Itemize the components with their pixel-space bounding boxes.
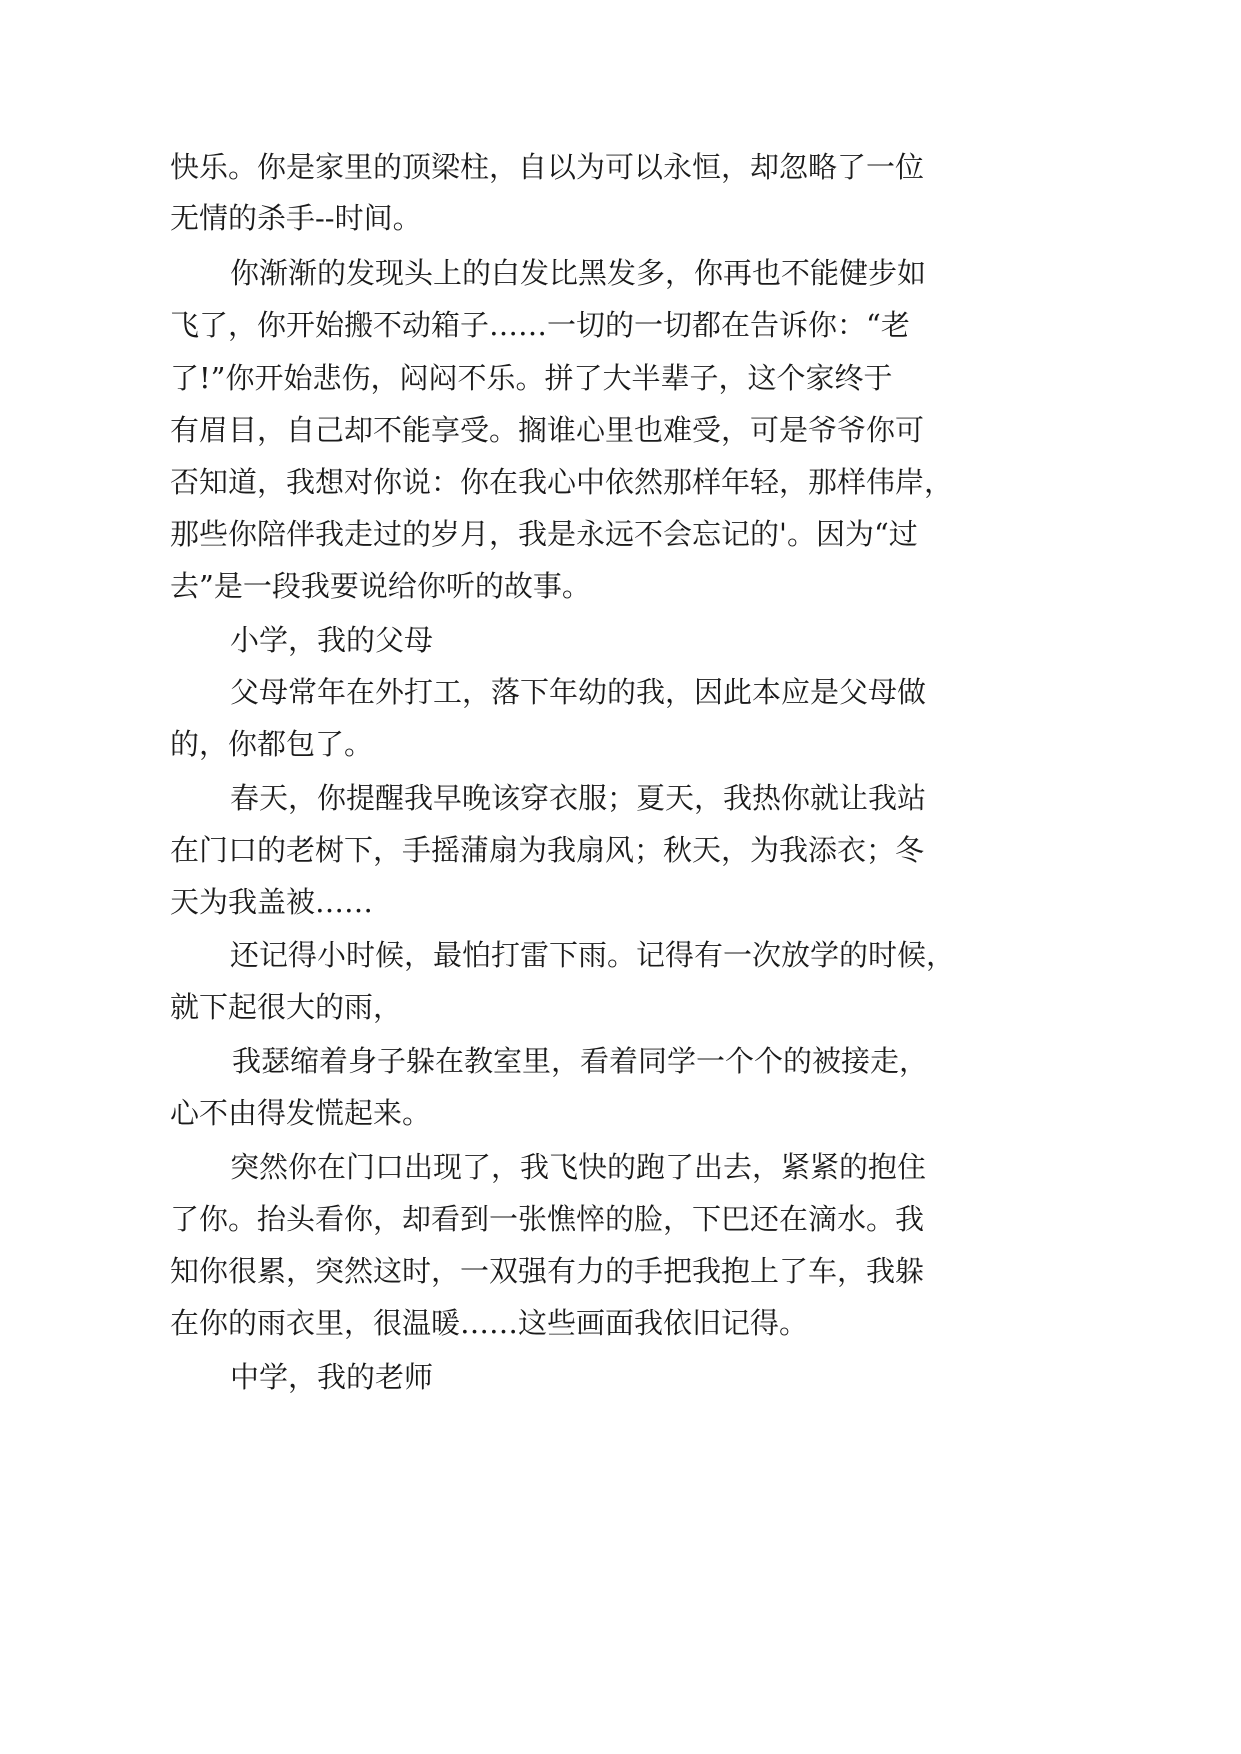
- text-line: 在你的雨衣里，很温暖……这些画面我依旧记得。: [170, 1306, 809, 1340]
- text-line: 你渐渐的发现头上的白发比黑发多，你再也不能健步如: [230, 256, 927, 290]
- text-line: 那些你陪伴我走过的岁月，我是永远不会忘记的'。因为“过: [170, 517, 918, 551]
- text-line: 的，你都包了。: [170, 727, 374, 761]
- text-line: 无情的杀手--时间。: [170, 201, 422, 235]
- text-line: 了!”你开始悲伤，闷闷不乐。拼了大半辈子，这个家终于: [170, 361, 893, 395]
- text-line: 就下起很大的雨，: [170, 990, 403, 1024]
- text-line: 飞了，你开始搬不动箱子……一切的一切都在告诉你：“老: [170, 308, 910, 342]
- text-line: 天为我盖被……: [170, 885, 374, 919]
- text-line: 去”是一段我要说给你听的故事。: [170, 569, 591, 603]
- text-line: 快乐。你是家里的顶梁柱，自以为可以永恒，却忽略了一位: [170, 150, 925, 184]
- text-line: 春天，你提醒我早晚该穿衣服；夏天，我热你就让我站: [230, 781, 927, 815]
- section-heading: 中学，我的老师: [230, 1360, 434, 1394]
- section-heading: 小学，我的父母: [230, 623, 434, 657]
- text-line: 了你。抬头看你，却看到一张憔悴的脸，下巴还在滴水。我: [170, 1202, 925, 1236]
- text-line: 心不由得发慌起来。: [170, 1096, 432, 1130]
- text-line: 父母常年在外打工，落下年幼的我，因此本应是父母做: [230, 675, 927, 709]
- text-line: 在门口的老树下，手摇蒲扇为我扇风；秋天，为我添衣；冬: [170, 833, 925, 867]
- text-line: 还记得小时候，最怕打雷下雨。记得有一次放学的时候，: [230, 938, 956, 972]
- text-line: 知你很累，突然这时，一双强有力的手把我抱上了车，我躲: [170, 1254, 925, 1288]
- text-line: 否知道，我想对你说：你在我心中依然那样年轻，那样伟岸，: [170, 465, 954, 499]
- text-line: 我瑟缩着身子躲在教室里，看着同学一个个的被接走，: [232, 1044, 929, 1078]
- text-line: 突然你在门口出现了，我飞快的跑了出去，紧紧的抱住: [230, 1150, 927, 1184]
- text-line: 有眉目，自己却不能享受。搁谁心里也难受，可是爷爷你可: [170, 413, 925, 447]
